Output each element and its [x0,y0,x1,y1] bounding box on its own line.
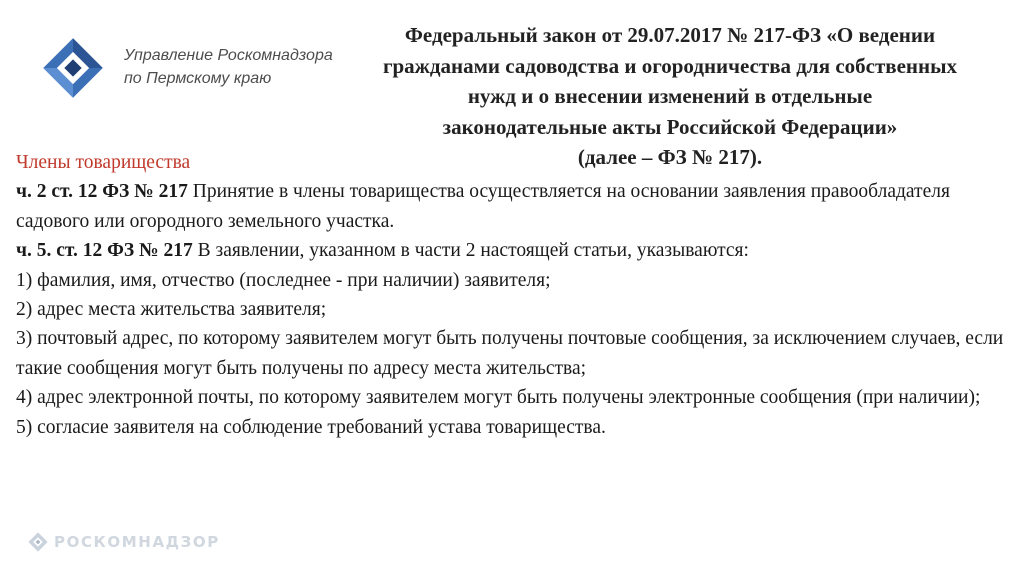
footer-logo [28,532,220,552]
law-title-line: Федеральный закон от 29.07.2017 № 217-ФЗ «О ведении [404,23,936,47]
law-title-line: нужд и о внесении изменений в отдельные [467,84,873,108]
list-item: 4) адрес электронной почты, по которому заявителем могут быть получены электронные сообщения (при наличии); [16,387,981,409]
paragraph-text: В заявлении, указанном в части 2 настоящей статьи, указываются: [192,240,749,262]
organization-name [124,44,333,90]
list-item: 2) адрес места жительства заявителя; [16,299,327,321]
organization-name-line1: Управление Роскомнадзора [124,47,333,64]
roskomnadzor-logo-icon [42,37,104,99]
organization-name-line2: по Пермскому краю [124,70,272,87]
law-title-line: (далее – ФЗ № 217). [577,145,763,169]
list-item: 5) согласие заявителя на соблюдение требований устава товарищества. [16,416,606,438]
section-heading: Члены товарищества [16,152,191,173]
paragraph-text: Принятие в члены товарищества осуществляется на основании заявления правообладателя садового или огородного земельного участка. [16,181,950,232]
paragraph-application-contents [16,236,1006,265]
paragraph-admission [16,177,1006,236]
roskomnadzor-small-logo-icon [28,532,48,552]
law-reference: ч. 5. ст. 12 ФЗ № 217 [16,240,193,262]
list-item: 1) фамилия, имя, отчество (последнее - при наличии) заявителя; [16,269,551,291]
law-title-line: гражданами садоводства и огородничества для собственных [382,53,958,78]
law-reference: ч. 2 ст. 12 ФЗ № 217 [16,181,188,203]
footer-brand: РОСКОМНАДЗОР [54,533,220,551]
law-title-line: законодательные акты Российской Федерации» [442,114,898,139]
list-item: 3) почтовый адрес, по которому заявителем могут быть получены почтовые сообщения, за исключением случаев, если такие сообщения могут быть получены по адресу места жительства; [16,328,1004,379]
body-text [16,148,1006,442]
